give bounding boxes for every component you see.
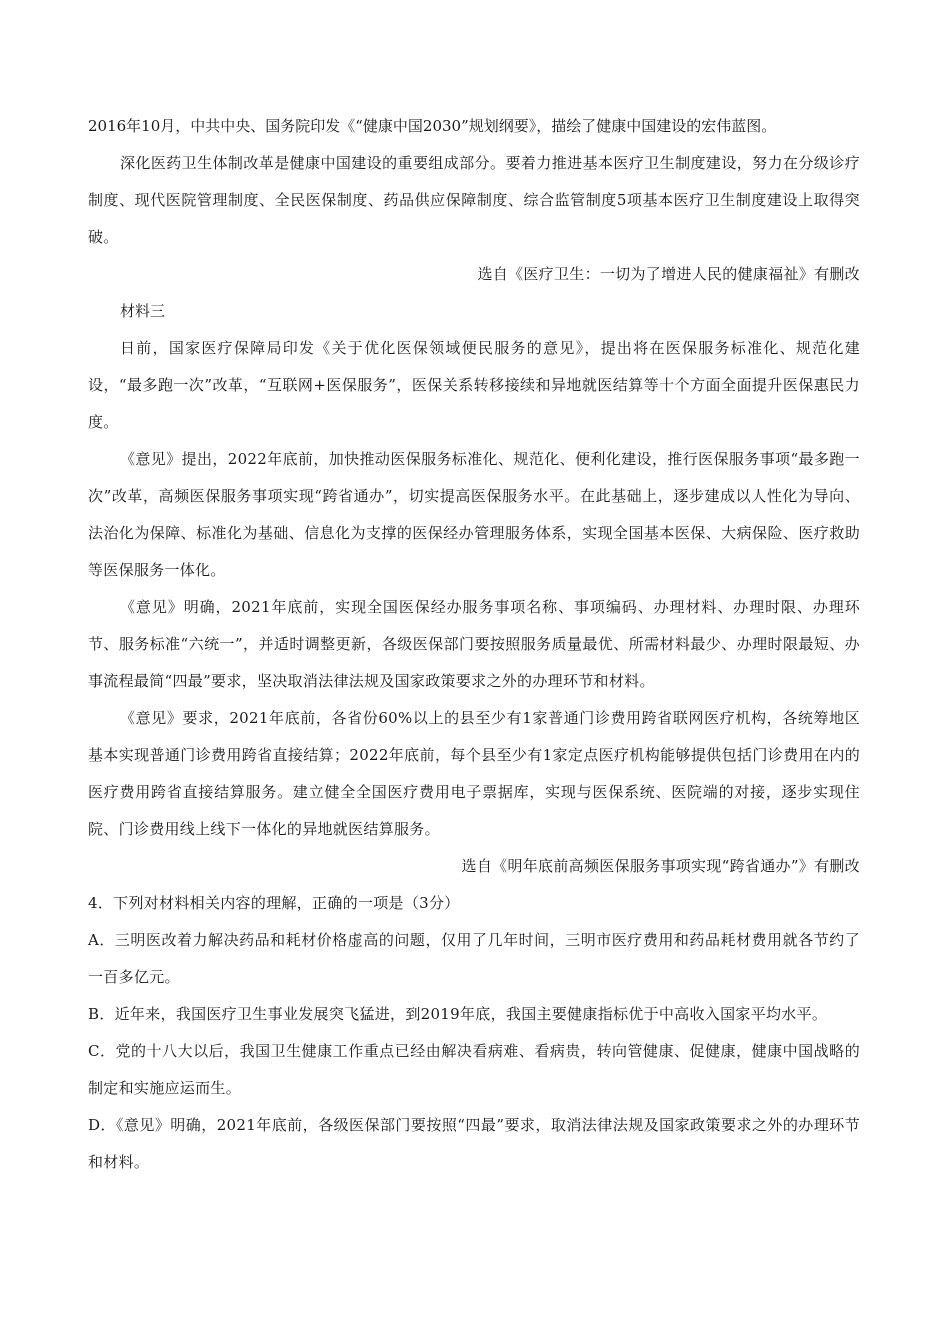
- document-page: [88, 108, 860, 1181]
- material2-source: 选自《医疗卫生：一切为了增进人民的健康福祉》有删改: [477, 265, 860, 283]
- question-4-option-a: A．三明医改着力解决药品和耗材价格虚高的问题，仅用了几年时间，三明市医疗费用和药品耗材费用就各节约了一百多亿元。: [88, 931, 860, 986]
- question-4-option-b: B．近年来，我国医疗卫生事业发展突飞猛进，到2019年底，我国主要健康指标优于中高收入国家平均水平。: [88, 1005, 828, 1023]
- question-4-option-c: C．党的十八大以后，我国卫生健康工作重点已经由解决看病难、看病贵，转向管健康、促健康，健康中国战略的制定和实施应运而生。: [88, 1042, 860, 1097]
- material3-source: 选自《明年底前高频医保服务事项实现“跨省通办”》有删改: [461, 857, 860, 875]
- material2-paragraph-2: 深化医药卫生体制改革是健康中国建设的重要组成部分。要着力推进基本医疗卫生制度建设，努力在分级诊疗制度、现代医院管理制度、全民医保制度、药品供应保障制度、综合监管制度5项基本医疗卫生制度建设上取得突破。: [88, 154, 860, 246]
- material3-paragraph-4: 《意见》要求，2021年底前，各省份60%以上的县至少有1家普通门诊费用跨省联网医疗机构，各统筹地区基本实现普通门诊费用跨省直接结算；2022年底前，每个县至少有1家定点医疗机构能够提供包括门诊费用在内的医疗费用跨省直接结算服务。建立健全全国医疗费用电子票据库，实现与医保系统、医院端的对接，逐步实现住院、门诊费用线上线下一体化的异地就医结算服务。: [88, 709, 860, 838]
- material3-heading: 材料三: [120, 302, 166, 320]
- material3-paragraph-1: 日前，国家医疗保障局印发《关于优化医保领域便民服务的意见》，提出将在医保服务标准化、规范化建设，“最多跑一次”改革，“互联网+医保服务”，医保关系转移接续和异地就医结算等十个方面全面提升医保惠民力度。: [88, 339, 860, 431]
- material3-paragraph-3: 《意见》明确，2021年底前，实现全国医保经办服务事项名称、事项编码、办理材料、办理时限、办理环节、服务标准“六统一”，并适时调整更新，各级医保部门要按照服务质量最优、所需材料最少、办理时限最短、办事流程最简“四最”要求，坚决取消法律法规及国家政策要求之外的办理环节和材料。: [88, 598, 860, 690]
- material3-paragraph-2: 《意见》提出，2022年底前，加快推动医保服务标准化、规范化、便利化建设，推行医保服务事项“最多跑一次”改革，高频医保服务事项实现“跨省通办”，切实提高医保服务水平。在此基础上，逐步建成以人性化为导向、法治化为保障、标准化为基础、信息化为支撑的医保经办管理服务体系，实现全国基本医保、大病保险、医疗救助等医保服务一体化。: [88, 450, 860, 579]
- material2-paragraph-1: 2016年10月，中共中央、国务院印发《“健康中国2030”规划纲要》，描绘了健康中国建设的宏伟蓝图。: [88, 117, 777, 135]
- question-4-option-d: D．《意见》明确，2021年底前，各级医保部门要按照“四最”要求，取消法律法规及国家政策要求之外的办理环节和材料。: [88, 1116, 860, 1171]
- question-4-stem: 4．下列对材料相关内容的理解，正确的一项是（3分）: [88, 894, 460, 912]
